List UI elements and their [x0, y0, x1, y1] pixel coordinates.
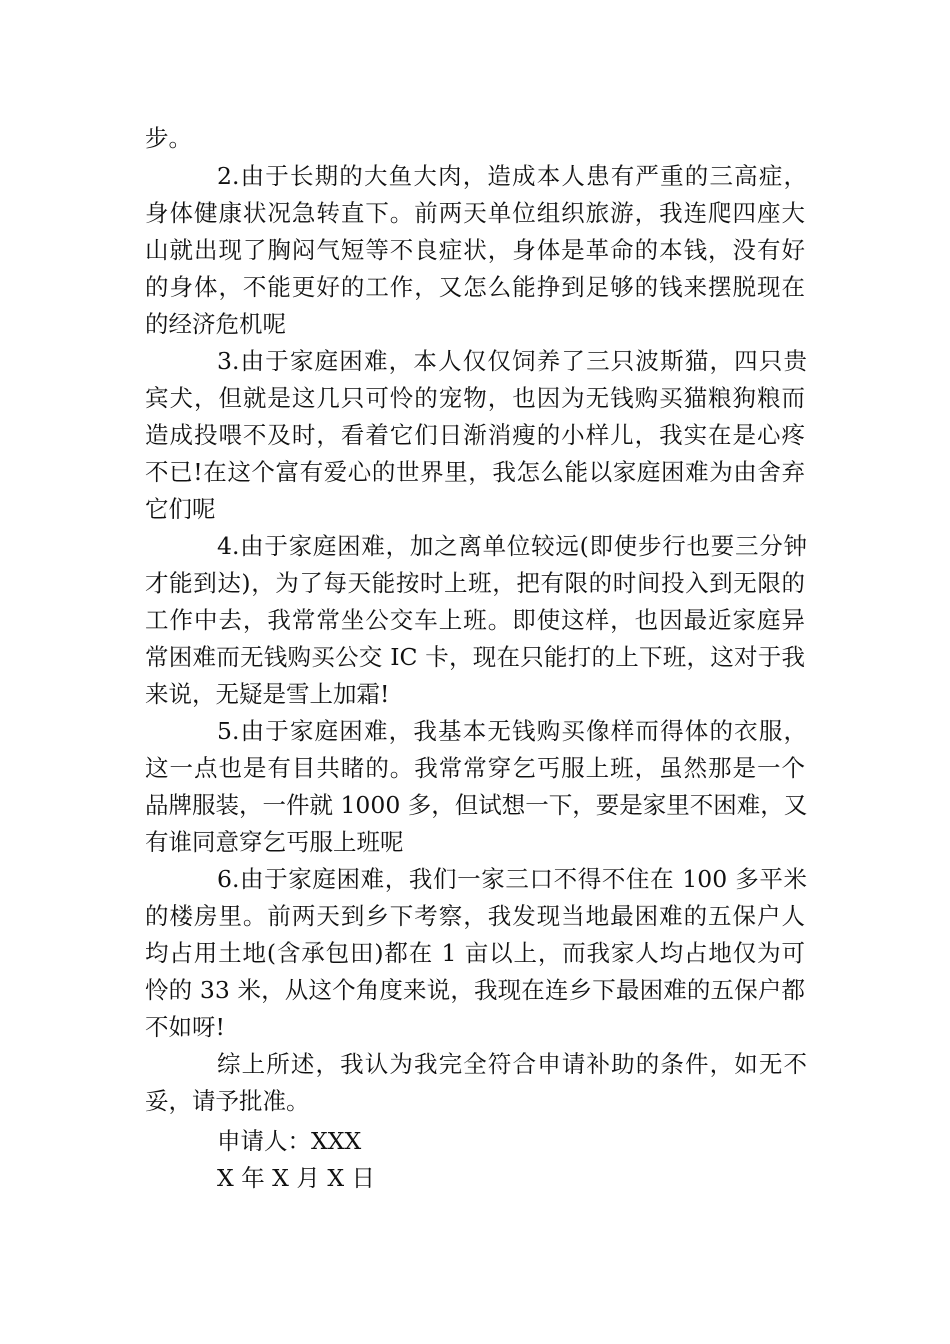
text-line: 宾犬，但就是这几只可怜的宠物，也因为无钱购买猫粮狗粮而: [145, 384, 805, 412]
signature-date: X 年 X 月 X 日: [217, 1164, 376, 1192]
text-line: 工作中去，我常常坐公交车上班。即使这样，也因最近家庭异: [145, 606, 805, 634]
text-line: 它们呢: [145, 495, 216, 523]
text-line: 均占用土地(含承包田)都在 1 亩以上，而我家人均占地仅为可: [145, 939, 805, 967]
text-line: 的经济危机呢: [145, 310, 286, 338]
text-line: 3.由于家庭困难，本人仅仅饲养了三只波斯猫，四只贵: [217, 347, 807, 375]
text-line: 身体健康状况急转直下。前两天单位组织旅游，我连爬四座大: [145, 199, 805, 227]
text-line: 综上所述，我认为我完全符合申请补助的条件，如无不: [217, 1050, 807, 1078]
text-line: 怜的 33 米，从这个角度来说，我现在连乡下最困难的五保户都: [145, 976, 805, 1004]
text-line: 不已!在这个富有爱心的世界里，我怎么能以家庭困难为由舍弃: [145, 458, 805, 486]
text-line: 6.由于家庭困难，我们一家三口不得不住在 100 多平米: [217, 865, 807, 893]
text-line: 这一点也是有目共睹的。我常常穿乞丐服上班，虽然那是一个: [145, 754, 805, 782]
text-line: 5.由于家庭困难，我基本无钱购买像样而得体的衣服，: [217, 717, 807, 745]
signature-applicant: 申请人：XXX: [217, 1127, 362, 1155]
text-line: 妥，请予批准。: [145, 1087, 310, 1115]
text-line: 有谁同意穿乞丐服上班呢: [145, 828, 404, 856]
text-line: 品牌服装，一件就 1000 多，但试想一下，要是家里不困难，又: [145, 791, 808, 819]
text-line: 的身体，不能更好的工作，又怎么能挣到足够的钱来摆脱现在: [145, 273, 805, 301]
text-line: 来说，无疑是雪上加霜!: [145, 680, 390, 708]
text-line: 4.由于家庭困难，加之离单位较远(即使步行也要三分钟: [217, 532, 807, 560]
text-line: 不如呀!: [145, 1013, 225, 1041]
text-line: 的楼房里。前两天到乡下考察，我发现当地最困难的五保户人: [145, 902, 805, 930]
text-line: 才能到达)，为了每天能按时上班，把有限的时间投入到无限的: [145, 569, 805, 597]
text-line: 山就出现了胸闷气短等不良症状，身体是革命的本钱，没有好: [145, 236, 805, 264]
text-line: 常困难而无钱购买公交 IC 卡，现在只能打的上下班，这对于我: [145, 643, 805, 671]
text-line: 步。: [145, 124, 192, 152]
text-line: 2.由于长期的大鱼大肉，造成本人患有严重的三高症，: [217, 162, 807, 190]
text-line: 造成投喂不及时，看着它们日渐消瘦的小样儿，我实在是心疼: [145, 421, 805, 449]
